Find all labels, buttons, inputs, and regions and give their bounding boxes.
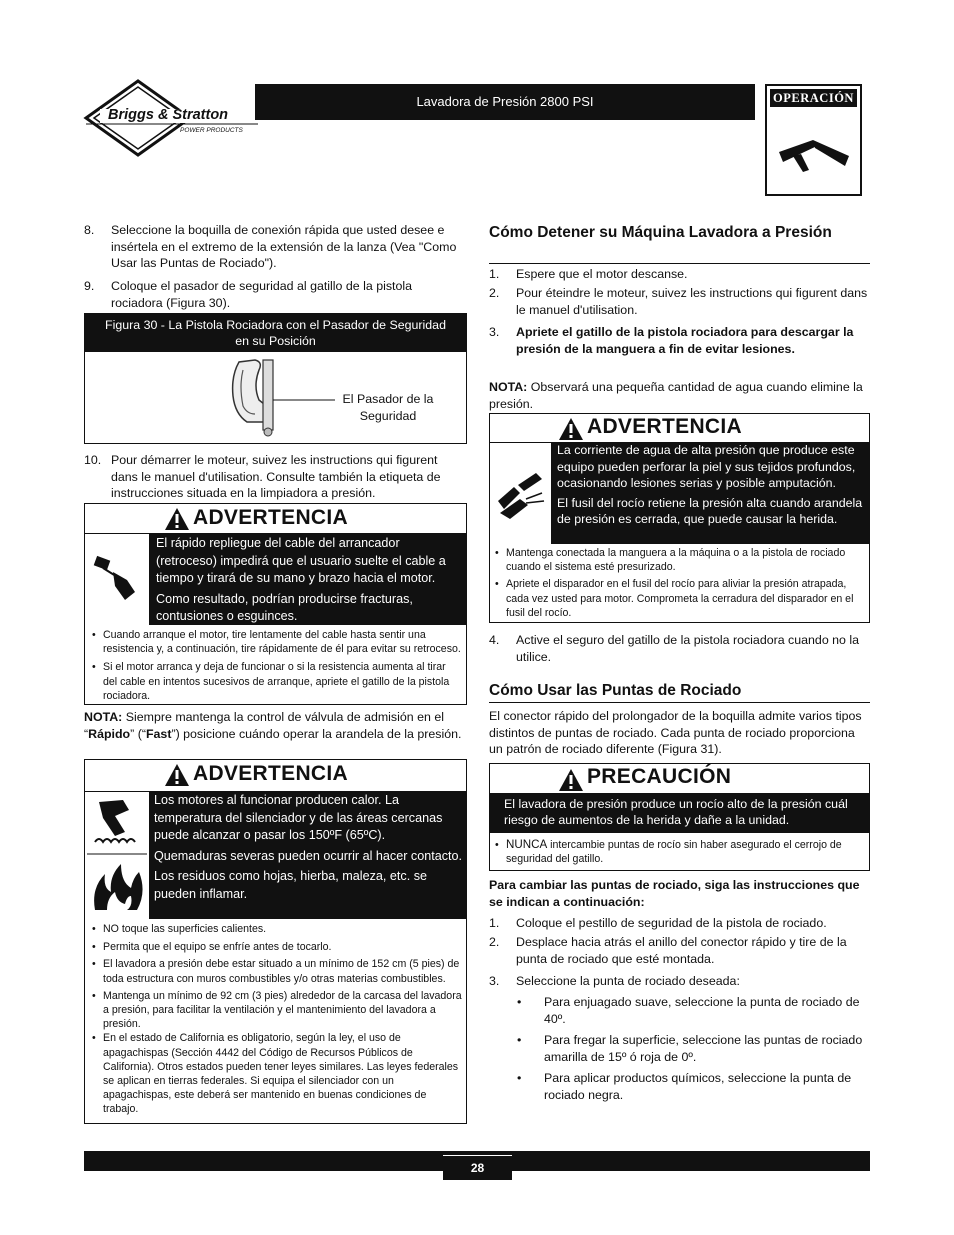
figure-label [323, 391, 453, 424]
warning-body [150, 533, 467, 625]
note-pressure-release [489, 379, 870, 412]
section-badge [765, 84, 862, 196]
spray-gun-illustration [225, 356, 335, 438]
figure-caption-line: Figura 30 - La Pistola Rociadora con el Pasador de Seguridad [105, 318, 446, 332]
heat-hazard-pictograms [85, 791, 150, 919]
note-emphasis: Rápido [88, 726, 131, 741]
warning-bullet: • Si el motor arranca y deja de funcionar o si la resistencia aumenta al tirar del cable en intentos sucesivos de arranque, apriete el gatillo de la pistola rociadora. [89, 660, 461, 703]
figure-caption [85, 314, 466, 352]
hot-surface-icon [85, 792, 149, 919]
step-number: 10. [84, 453, 102, 467]
warning-paragraph: La corriente de agua de alta presión que produce este equipo pueden perforar la piel y sus tejidos profundos, ocasionando lesiones serias y posible amputación. [557, 443, 856, 490]
warning-body [150, 791, 467, 919]
figure-30 [84, 313, 467, 444]
water-jet-injury-icon [490, 443, 551, 543]
warning-triangle-icon [164, 507, 190, 531]
note-intake-valve [84, 709, 467, 742]
warning-title: ADVERTENCIA [193, 762, 348, 785]
warning-bullet: • NO toque las superficies calientes. [89, 922, 463, 936]
step-9-text: Coloque el pasador de seguridad al gatillo de la pistola rociadora (Figura 30). [111, 279, 413, 310]
change-step-text: Coloque el pestillo de seguridad de la pistola de rociado. [516, 916, 827, 930]
note-label: NOTA: [489, 380, 528, 394]
brand-subtitle: POWER PRODUCTS [180, 127, 243, 134]
tips-intro: El conector rápido del prolongador de la boquilla admite varios tipos distintos de puntas de rociado. Cada punta de rociado proporciona un patrón de rociado diferente (Figura 31). [489, 709, 862, 756]
step-10-text: Pour démarrer le moteur, suivez les instructions qui figurent dans le manuel d'utilisation. Consulte también la etiqueta de instrucciones situada en la limpiadora a presión. [111, 453, 441, 500]
step-number: 4. [489, 633, 500, 647]
step-number: 8. [84, 223, 95, 237]
warning-title: ADVERTENCIA [587, 415, 742, 438]
caution-body: El lavadora de presión produce un rocío alto de la presión cuál riesgo de aumentos de la herida y dañe a la unidad. [490, 793, 869, 833]
note-label: NOTA: [84, 710, 123, 724]
step-number: 3. [489, 974, 500, 988]
warning-bullets [492, 546, 864, 620]
warning-box-recoil [84, 503, 467, 705]
figure-label-line: Seguridad [359, 408, 417, 423]
note-text: Observará una pequeña cantidad de agua cuando elimine la presión. [489, 380, 863, 411]
stop-step-text: Espere que el motor descanse. [516, 267, 688, 281]
warning-body [552, 442, 870, 544]
warning-paragraph: Quemaduras severas pueden ocurrir al hacer contacto. [154, 848, 463, 863]
warning-triangle-icon [558, 417, 584, 441]
header-title: Lavadora de Presión 2800 PSI [255, 84, 755, 120]
warning-bullet: • Mantenga conectada la manguera a la máquina o a la pistola de rociado cuando el sistema esté presurizado. [492, 546, 864, 574]
caution-title: PRECAUCIÓN [587, 765, 732, 788]
figure-label-line: El Pasador de la [342, 392, 434, 406]
warning-bullets [89, 922, 463, 1117]
caution-bullets [492, 838, 862, 866]
warning-bullet: • El lavadora a presión debe estar situado a un mínimo de 152 cm (5 pies) de toda estructura con muros combustibles y/o otras materias combustibles. [89, 957, 463, 985]
step-4-text: Active el seguro del gatillo de la pistola rociadora cuando no la utilice. [516, 633, 860, 664]
note-text: ”) posicione cuándo operar la arandela de la presión. [171, 726, 462, 741]
brand-name: Briggs & Stratton [108, 107, 229, 123]
warning-bullets [89, 628, 461, 703]
recoil-hand-icon [85, 534, 149, 624]
caution-bullet-text: intercambie puntas de rocío sin haber asegurado el cerrojo de seguridad del gatillo. [506, 839, 842, 866]
warning-paragraph: El rápido repliegue del cable del arrancador (retroceso) impedirá que el usuario suelte el cable a tiempo y tirará de su mano y brazo hacia el motor. [156, 536, 446, 585]
warning-triangle-icon [164, 763, 190, 787]
change-step-text: Seleccione la punta de rociado deseada: [516, 974, 740, 988]
step-number: 9. [84, 279, 95, 293]
figure-caption-line: en su Posición [235, 334, 316, 348]
warning-box-heat [84, 759, 467, 1124]
section-heading-stop: Cómo Detener su Máquina Lavadora a Presión [489, 224, 832, 241]
warning-bullet: • Cuando arranque el motor, tire lentamente del cable hasta sentir una resistencia y, a continuación, tire rápidamente de él para evitar su retroceso. [89, 628, 461, 656]
step-number: 2. [489, 935, 500, 949]
caution-bullet-emphasis: NUNCA [506, 838, 548, 851]
step-number: 2. [489, 286, 500, 300]
tip-bullet: • Para fregar la superficie, seleccione las puntas de rociado amarilla de 15º ó roja de 0º. [514, 1032, 870, 1065]
section-badge-label: OPERACIÓN [770, 89, 857, 107]
note-text: Siempre mantenga la control de válvula de admisión en el “ [84, 710, 444, 741]
warning-bullet: • En el estado de California es obligatorio, según la ley, el uso de apagachispas (Sección 4442 del Código de Recursos Públicos de California). Otros estados pueden tener leyes similares. Las leyes federales se aplican en tierras federales. Si equipa el silenciador con un apagachispas, este deberá ser mantenido en buenas condiciones de trabajo. [89, 1031, 463, 1116]
warning-bullet: • Apriete el disparador en el fusil del rocío para aliviar la presión atrapada, cada vez usted para motor. Comprometa la cerradura del disparador en el fusil del rocío. [492, 577, 864, 620]
recoil-hazard-pictogram [85, 533, 150, 625]
page-number: 28 [443, 1155, 512, 1180]
step-number: 3. [489, 325, 500, 339]
note-emphasis: Fast [145, 726, 172, 741]
warning-paragraph: Los residuos como hojas, hierba, maleza, etc. se pueden inflamar. [154, 869, 428, 901]
step-8-text: Seleccione la boquilla de conexión rápida que usted desee e insértela en el extremo de la extensión de la lanza (Vea "Como Usar las Puntas de Rociado"). [111, 223, 457, 270]
warning-bullet: • Permita que el equipo se enfríe antes de tocarlo. [89, 940, 463, 954]
stop-step-text: Pour éteindre le moteur, suivez les instructions qui figurent dans le manuel d'utilisation. [516, 286, 868, 317]
tip-bullets [514, 994, 870, 1103]
section-rule [489, 263, 870, 264]
injection-hazard-pictogram [490, 442, 552, 544]
caution-bullet [492, 838, 862, 866]
step-number: 1. [489, 267, 500, 281]
change-step-text: Desplace hacia atrás el anillo del conector rápido y tire de la punta de rociado que esté montada. [516, 935, 847, 966]
step-number: 1. [489, 916, 500, 930]
warning-bullet: • Mantenga un mínimo de 92 cm (3 pies) alrededor de la carcasa del lavadora a presión, para facilitar la ventilación y el mantenimiento del lavadora a presión. [89, 989, 463, 1032]
note-text: ” (“ [130, 726, 146, 741]
warning-paragraph: Los motores al funcionar producen calor. La temperatura del silenciador y de las áreas cercanas puede alcanzar o pasar los 150ºF (65ºC). [154, 793, 443, 842]
warning-paragraph: El fusil del rocío retiene la presión alta cuando arandela de presión es cerrada, que puede causar la herida. [557, 495, 863, 526]
stop-step-text: Apriete el gatillo de la pistola rociadora para descargar la presión de la manguera a fin de evitar lesiones. [516, 325, 854, 356]
warning-box-injection [489, 413, 870, 623]
brand-logo [82, 78, 258, 158]
caution-box [489, 763, 870, 871]
change-tips-heading: Para cambiar las puntas de rociado, siga las instrucciones que se indican a continuación: [489, 878, 860, 909]
tip-bullet: • Para enjuagado suave, seleccione la punta de rociado de 40º. [514, 994, 870, 1027]
section-heading-tips: Cómo Usar las Puntas de Rociado [489, 682, 742, 699]
tip-bullet: • Para aplicar productos químicos, seleccione la punta de rociado negra. [514, 1070, 870, 1103]
section-rule [489, 702, 870, 703]
warning-title: ADVERTENCIA [193, 506, 348, 529]
warning-triangle-icon [558, 768, 584, 792]
warning-paragraph: Como resultado, podrían producirse fracturas, contusiones o esguinces. [156, 591, 413, 623]
spray-gun-icon [773, 112, 855, 192]
